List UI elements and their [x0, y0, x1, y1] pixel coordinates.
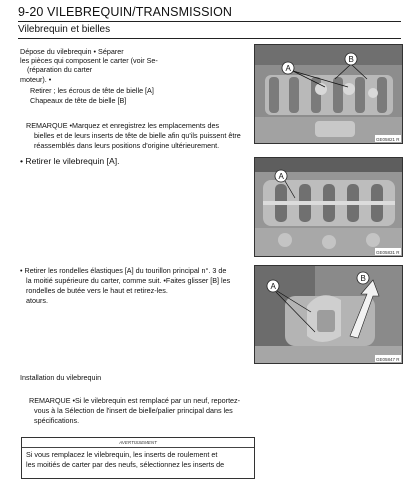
- figure-1-code: GE05821 R: [376, 137, 400, 142]
- figure-1-label-a: A: [285, 64, 291, 73]
- remark-line-3: réassemblés dans leurs positions d'origine ultérieurement.: [34, 141, 220, 150]
- install-remark-line-3: spécifications.: [34, 416, 80, 425]
- figure-2-code: GE05831 R: [376, 250, 400, 255]
- warning-divider: [22, 447, 254, 448]
- warning-header: AVERTISSEMENT: [119, 440, 157, 445]
- figure-3-label-a: A: [270, 282, 276, 291]
- figure-connecting-rod-caps: [254, 44, 403, 144]
- header-rule: [18, 21, 401, 22]
- bullet-remove-crankshaft: • Retirer le vilebrequin [A].: [20, 156, 120, 166]
- install-remark-line-1: REMARQUE •Si le vilebrequin est remplacé par un neuf, reportez-: [29, 396, 241, 405]
- figure-2-label-a: A: [278, 172, 284, 181]
- intro-line-3: (réparation du carter: [27, 65, 93, 74]
- figure-thrust-washers: [254, 265, 403, 364]
- step-line-2: Chapeaux de tête de bielle [B]: [30, 96, 127, 105]
- page-header-title: 9-20 VILEBREQUIN/TRANSMISSION: [18, 5, 233, 19]
- intro-line-4: moteur). •: [20, 75, 52, 84]
- washer-line-4: atours.: [26, 296, 48, 305]
- intro-line-2: les pièces qui composent le carter (voir Se-: [20, 56, 158, 65]
- figure-1-illustration: [255, 45, 402, 143]
- washer-line-2: la moitié supérieure du carter, comme suit. •Faites glisser [B] les: [26, 276, 231, 285]
- figure-3-illustration: [255, 266, 402, 363]
- figure-2-illustration: [255, 158, 402, 256]
- install-remark-line-2: vous à la Sélection de l'insert de bielle/palier principal dans les: [34, 406, 233, 415]
- section-title: Vilebrequin et bielles: [18, 24, 111, 35]
- figure-3-label-b: B: [360, 274, 366, 283]
- remark-line-2: bielles et de leurs inserts de tête de bielle afin qu'ils puissent être: [34, 131, 241, 140]
- figure-3-code: GE05847 R: [376, 357, 400, 362]
- washer-line-1: • Retirer les rondelles élastiques [A] du tourillon principal n°. 3 de: [20, 266, 227, 275]
- figure-1-label-b: B: [348, 55, 354, 64]
- intro-line-1: Dépose du vilebrequin • Séparer: [20, 47, 124, 56]
- warning-box: [21, 437, 255, 479]
- section-rule: [18, 38, 401, 39]
- warning-line-2: les moitiés de carter par des neufs, sélectionnez les inserts de: [26, 460, 225, 469]
- step-line-1: Retirer ; les écrous de tête de bielle [A]: [30, 86, 154, 95]
- figure-crankshaft: [254, 157, 403, 257]
- installation-title: Installation du vilebrequin: [20, 373, 102, 382]
- washer-line-3: rondelles de butée vers le haut et retirez-les.: [26, 286, 168, 295]
- remark-line-1: REMARQUE •Marquez et enregistrez les emplacements des: [26, 121, 220, 130]
- warning-line-1: Si vous remplacez le vilebrequin, les inserts de roulement et: [26, 450, 218, 459]
